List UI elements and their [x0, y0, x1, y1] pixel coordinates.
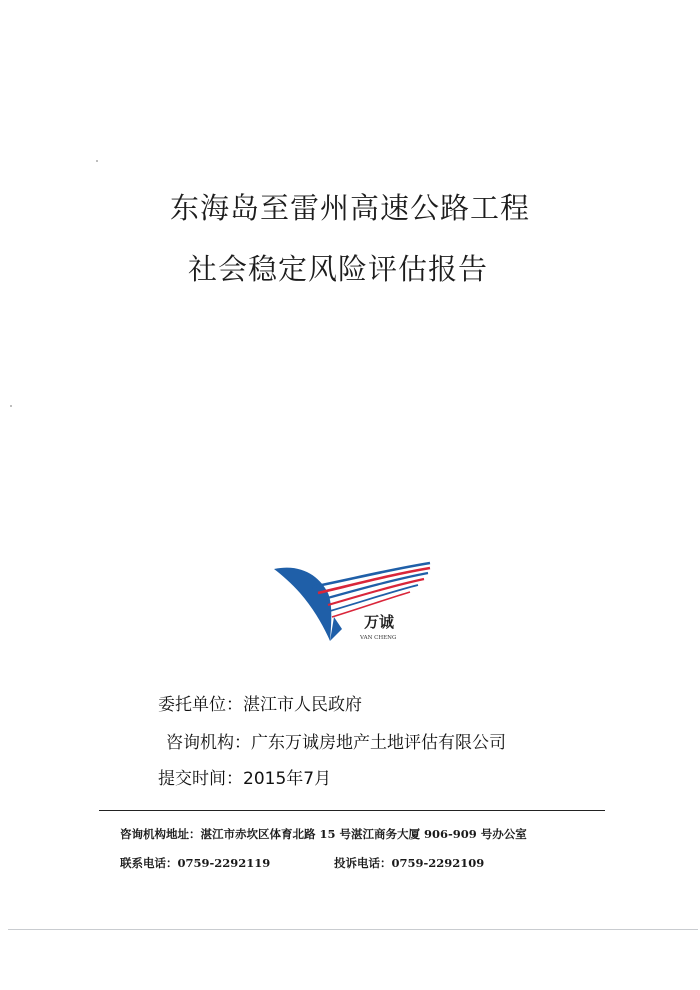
client-info: 委托单位：湛江市人民政府	[158, 695, 362, 715]
scan-speck	[10, 405, 12, 407]
logo-name-cn: 万诚	[364, 613, 395, 631]
consultant-address: 咨询机构地址：湛江市赤坎区体育北路 15 号湛江商务大厦 906-909 号办公室	[120, 827, 527, 841]
report-title-line-1: 东海岛至雷州高速公路工程	[169, 191, 530, 225]
contact-phone: 联系电话：0759-2292119	[120, 856, 271, 870]
consultant-info: 咨询机构：广东万诚房地产土地评估有限公司	[166, 733, 506, 753]
report-title-line-2: 社会稳定风险评估报告	[187, 252, 488, 286]
van-cheng-logo-graphic	[272, 557, 432, 653]
footer-divider	[99, 810, 605, 811]
logo-name-en: VAN CHENG	[360, 635, 397, 641]
submission-date: 提交时间：2015年7月	[158, 769, 332, 789]
scan-edge-line	[8, 929, 698, 930]
company-logo	[272, 557, 432, 653]
scan-speck	[96, 160, 98, 162]
complaint-phone: 投诉电话：0759-2292109	[334, 856, 485, 870]
